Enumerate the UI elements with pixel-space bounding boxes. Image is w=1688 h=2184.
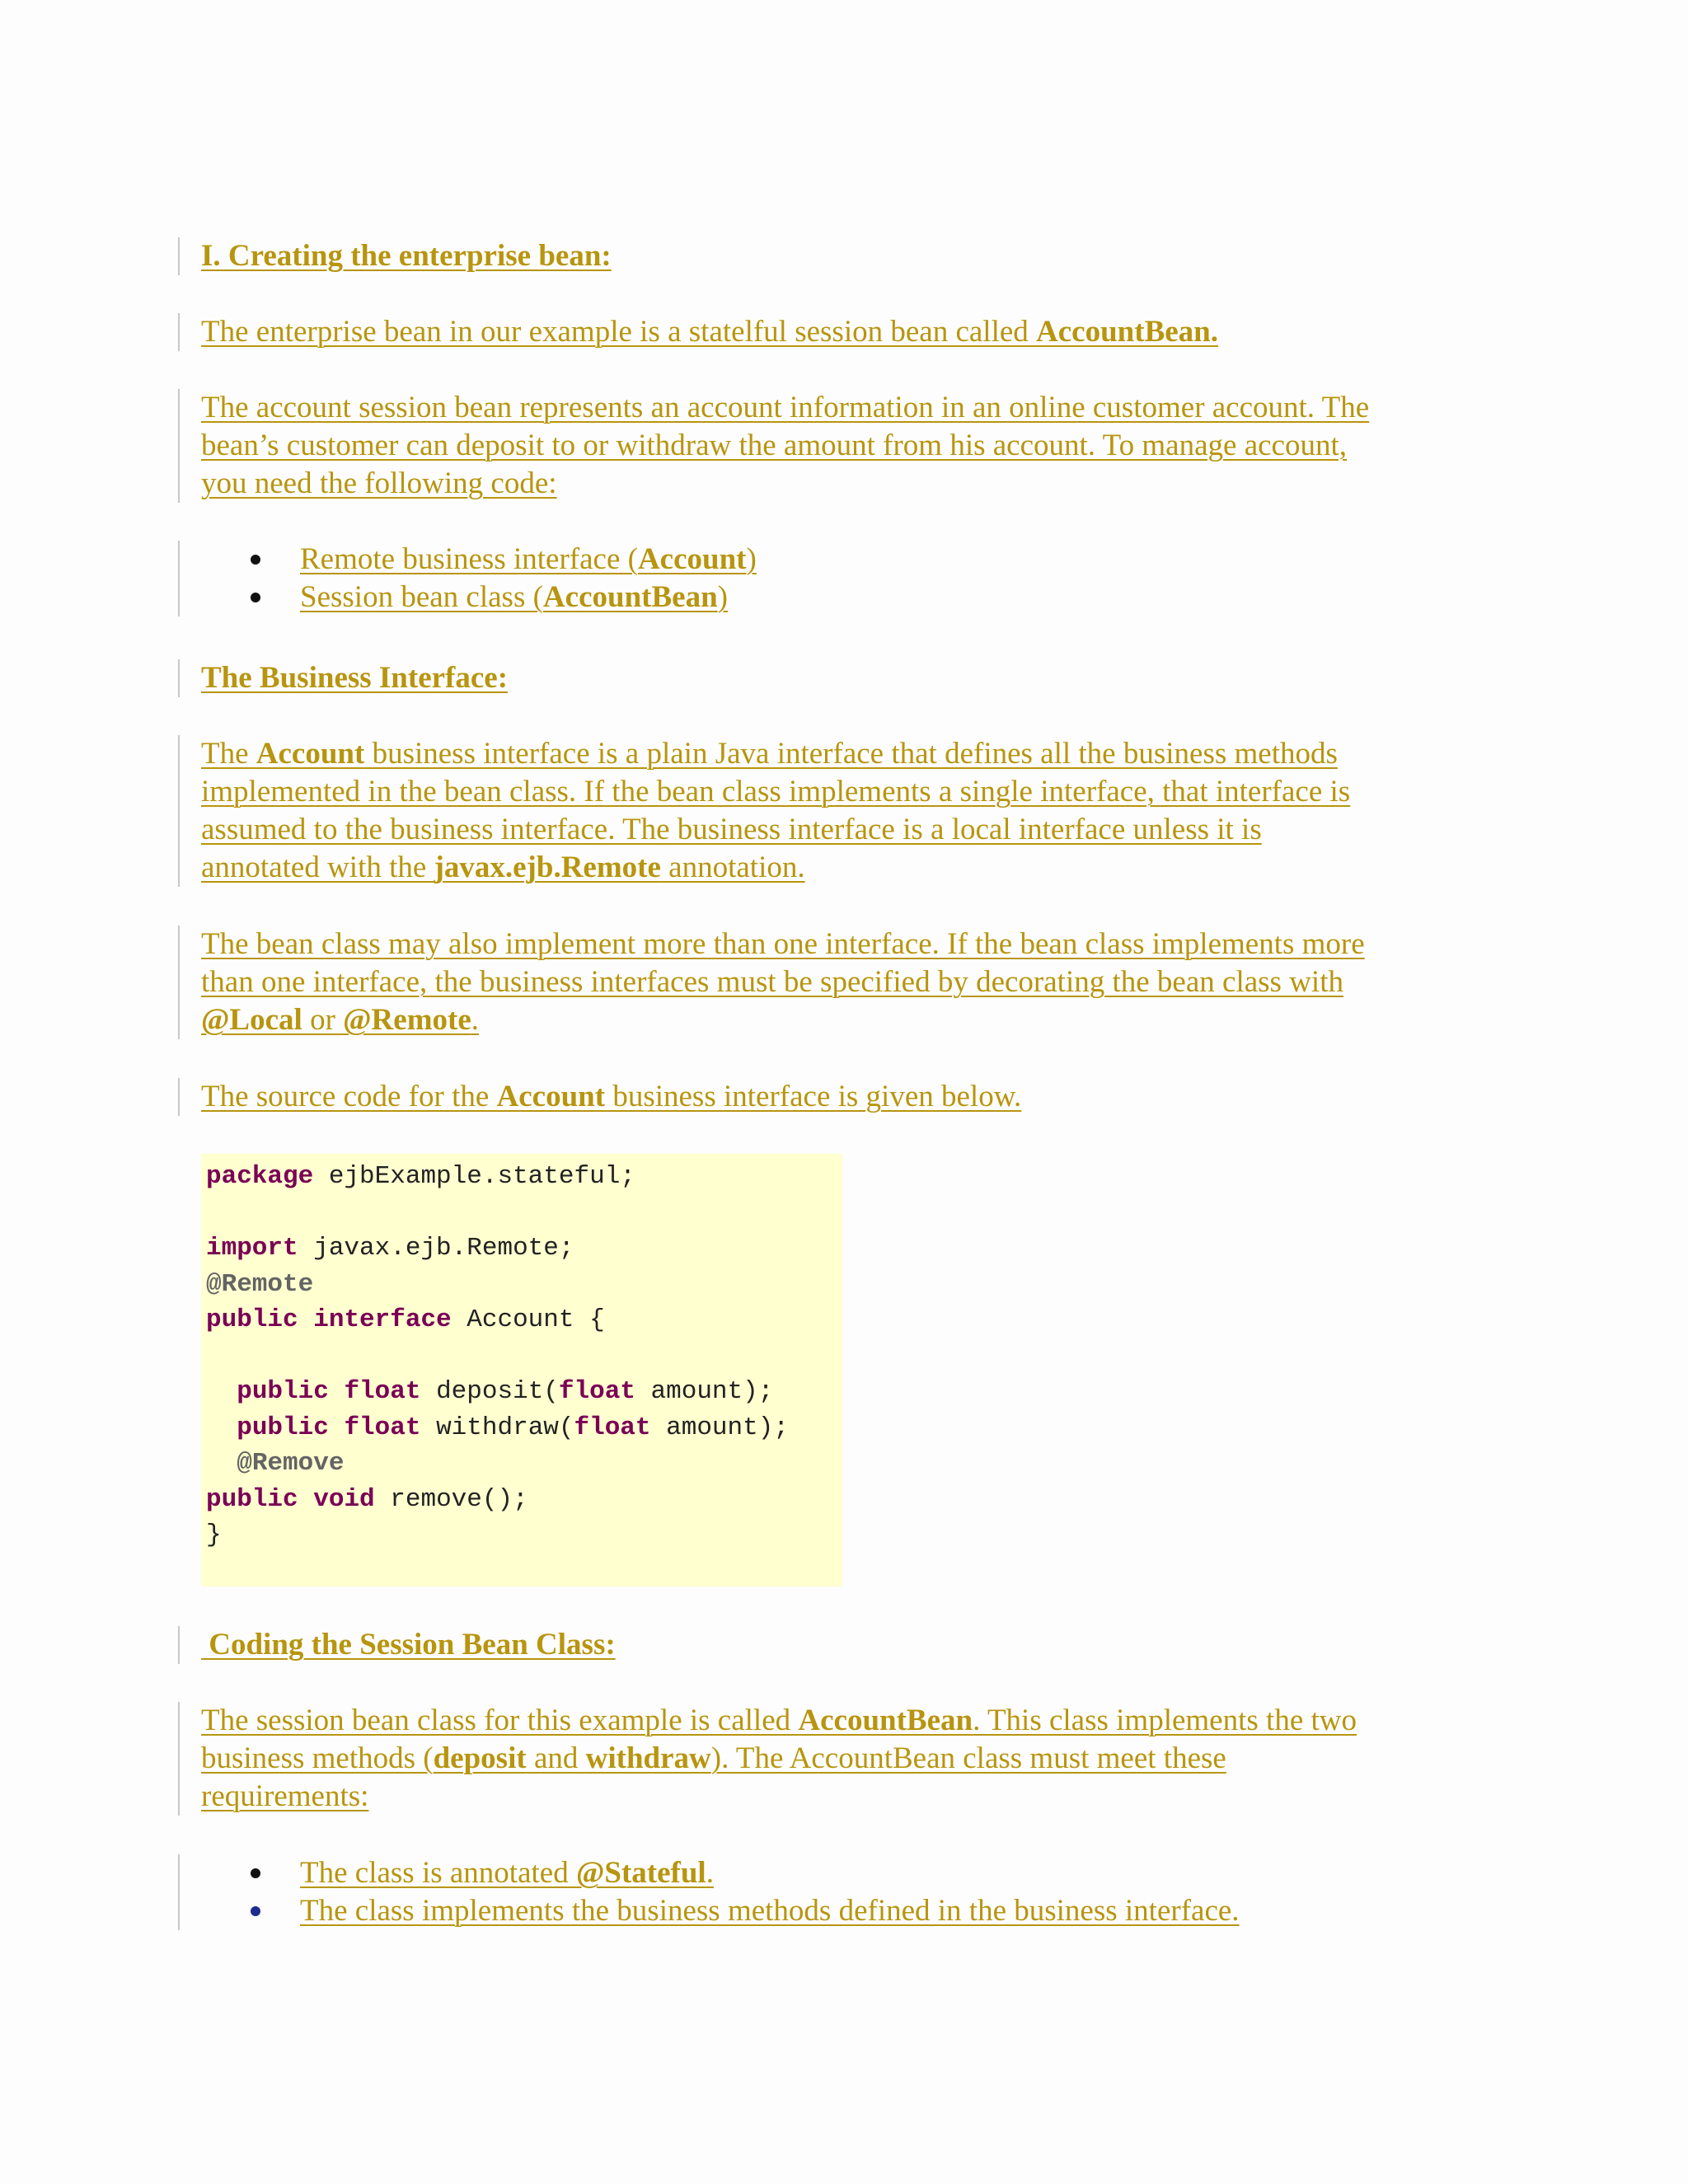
business-interface-heading-block	[180, 659, 1515, 697]
account-description-paragraph	[180, 389, 1515, 503]
account-description-line: The account session bean represents an account information in an online customer account. The	[201, 391, 1370, 424]
code-line: public float withdraw(float amount);	[237, 1413, 789, 1442]
code-line: @Remote	[206, 1269, 314, 1299]
section-heading: I. Creating the enterprise bean:	[201, 239, 612, 273]
code-line: public interface Account {	[206, 1305, 605, 1334]
account-description-line: bean’s customer can deposit to or withdraw the amount from his account. To manage account,	[201, 429, 1347, 462]
code-list	[180, 541, 1515, 616]
bullet-icon	[251, 1906, 260, 1916]
paragraph-line: than one interface, the business interfaces must be specified by decorating the bean class with	[201, 965, 1343, 999]
paragraph-line: The bean class may also implement more than one interface. If the bean class implements more	[201, 927, 1365, 961]
session-bean-heading: Coding the Session Bean Class:	[201, 1628, 616, 1661]
list-item: The class is annotated @Stateful.	[201, 1854, 1515, 1892]
code-line: public float deposit(float amount);	[237, 1377, 774, 1406]
intro-paragraph	[180, 313, 1515, 351]
session-bean-heading-block	[180, 1626, 1515, 1664]
code-line: public void remove();	[206, 1484, 528, 1514]
intro-text: The enterprise bean in our example is a statelful session bean called AccountBean.	[201, 315, 1219, 349]
paragraph-line: requirements:	[201, 1779, 369, 1813]
paragraph-line: @Local or @Remote.	[201, 1003, 480, 1037]
business-interface-paragraph-2	[180, 926, 1515, 1039]
paragraph-line: assumed to the business interface. The business interface is a local interface unless it is	[201, 813, 1262, 846]
list-item: Session bean class (AccountBean)	[201, 579, 1515, 616]
business-interface-paragraph-1	[180, 735, 1515, 887]
list-item: Remote business interface (Account)	[201, 541, 1515, 579]
bullet-icon	[251, 1868, 260, 1878]
source-note-paragraph	[180, 1078, 1515, 1116]
bullet-icon	[251, 593, 260, 602]
section-heading-block	[180, 237, 1515, 275]
code-line-blank	[201, 1338, 842, 1375]
paragraph-line: business methods (deposit and withdraw). The AccountBean class must meet these	[201, 1741, 1226, 1775]
paragraph-line: The Account business interface is a plain Java interface that defines all the business methods	[201, 737, 1338, 771]
requirements-list	[180, 1854, 1515, 1930]
code-line: import javax.ejb.Remote;	[206, 1234, 574, 1263]
session-bean-paragraph	[180, 1702, 1515, 1816]
paragraph-line: The session bean class for this example is called AccountBean. This class implements the two	[201, 1704, 1357, 1737]
source-note-text: The source code for the Account business interface is given below.	[201, 1080, 1022, 1113]
business-interface-heading: The Business Interface:	[201, 661, 509, 695]
code-line-blank	[201, 1195, 842, 1231]
account-description-line: you need the following code:	[201, 466, 557, 500]
code-line: package ejbExample.stateful;	[206, 1162, 635, 1191]
list-item: The class implements the business methods defined in the business interface.	[201, 1892, 1515, 1930]
code-line: @Remove	[237, 1449, 345, 1478]
bullet-icon	[251, 555, 260, 565]
paragraph-line: implemented in the bean class. If the bean class implements a single interface, that interface is	[201, 775, 1351, 808]
code-line: }	[206, 1521, 222, 1549]
code-block	[201, 1154, 842, 1586]
paragraph-line: annotated with the javax.ejb.Remote annotation.	[201, 851, 805, 884]
